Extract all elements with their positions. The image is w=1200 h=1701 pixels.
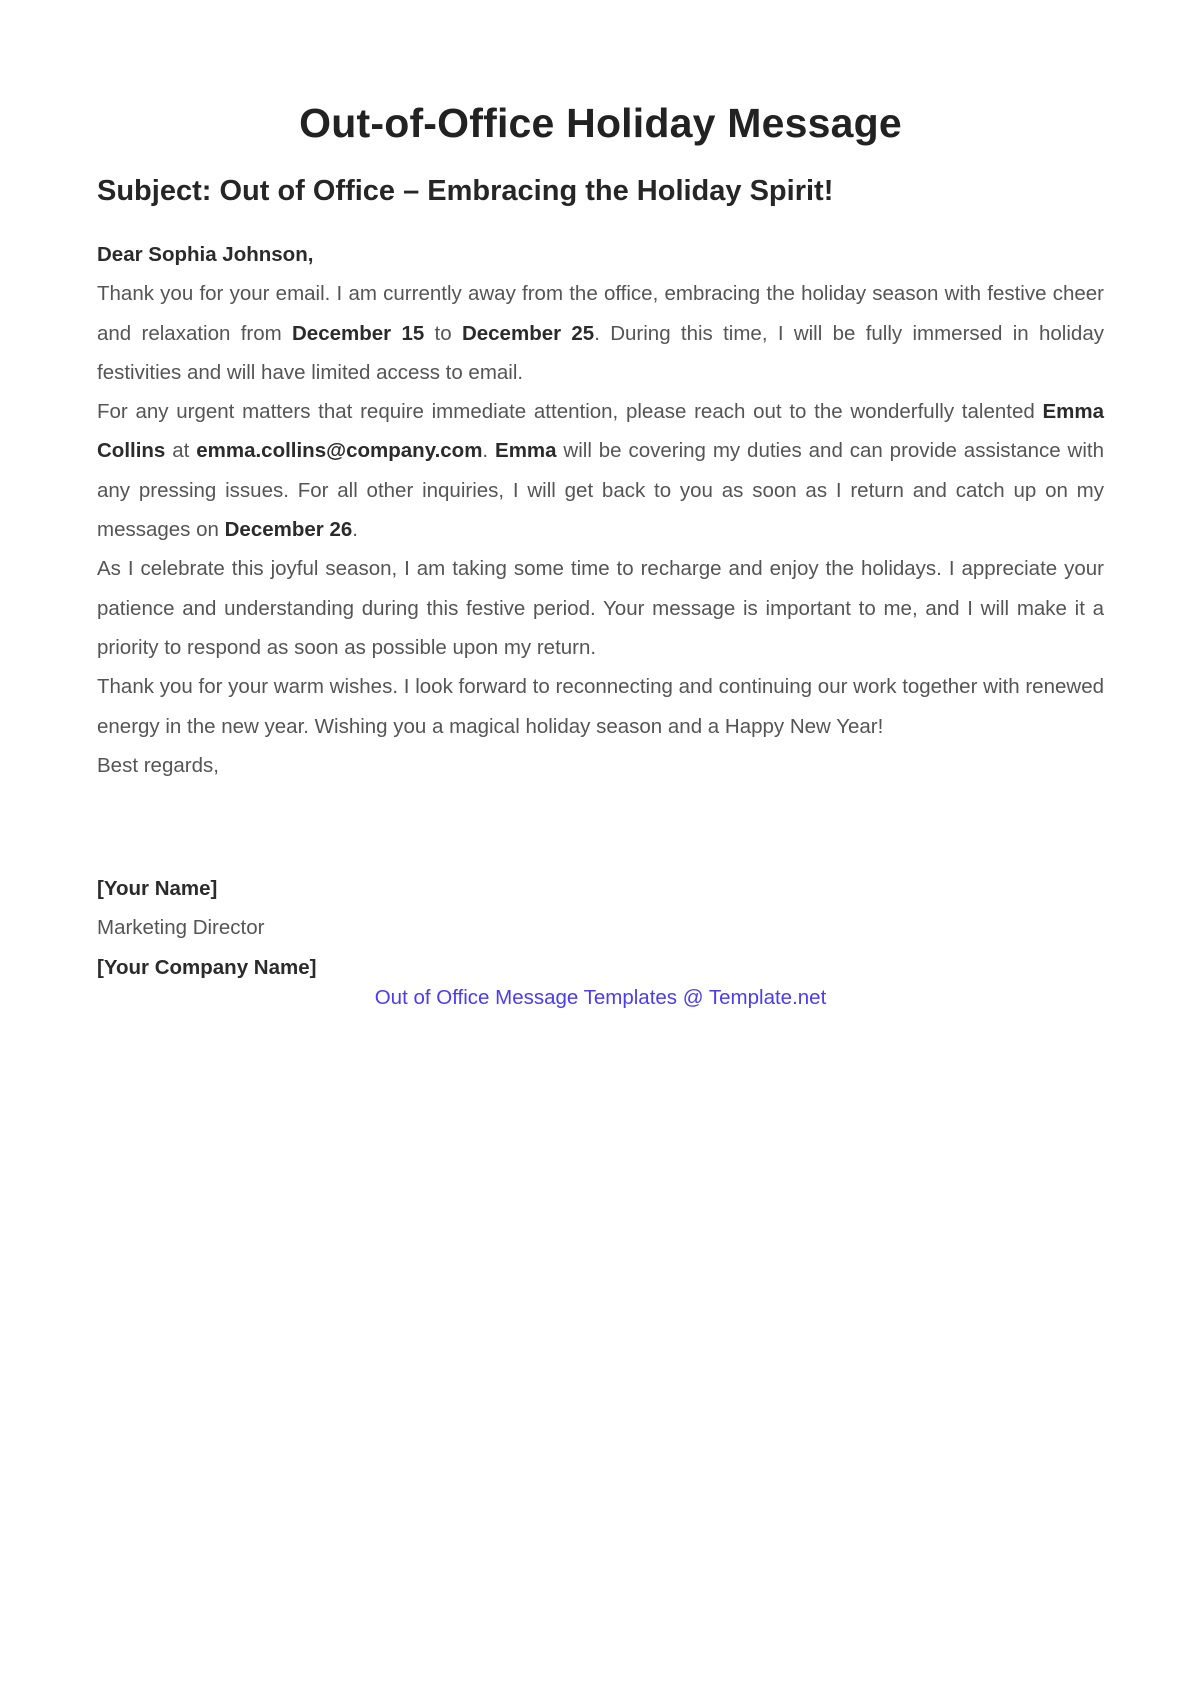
text: . During this time, I will be fully immersed in holiday festivities and will have limited access to email. (97, 321, 1104, 384)
message-body (97, 235, 1104, 785)
closing: Best regards, (97, 753, 219, 777)
text: to (424, 321, 462, 345)
start-date: December 15 (292, 321, 425, 345)
signature-block (97, 869, 316, 987)
end-date: December 25 (461, 321, 595, 345)
footer-separator: @ (677, 986, 709, 1009)
text: . (352, 518, 358, 542)
greeting: Dear Sophia Johnson, (97, 243, 314, 266)
footer (97, 986, 1104, 1010)
return-date: December 26 (224, 518, 353, 542)
text: . (482, 439, 496, 463)
contact-first-name: Emma (495, 439, 557, 463)
text: at (165, 439, 197, 463)
email-subject: Subject: Out of Office – Embracing the Holiday Spirit! (97, 175, 834, 207)
document-title: Out-of-Office Holiday Message (299, 100, 902, 146)
paragraph-2 (97, 392, 1104, 549)
signature-role: Marketing Director (97, 916, 265, 940)
template-net-link[interactable]: Template.net (708, 986, 827, 1009)
signature-company: [Your Company Name] (97, 955, 317, 979)
text: Thank you for your email. I am currently away from the office, embracing the holiday season with festive cheer and relaxation from (97, 282, 1104, 345)
paragraph-3: As I celebrate this joyful season, I am taking some time to recharge and enjoy the holidays. I appreciate your patience and understanding during this festive period. Your message is important to me, and I will make it a priority to respond as soon as possible upon my return. (97, 557, 1104, 659)
paragraph-4: Thank you for your warm wishes. I look forward to reconnecting and continuing our work together with renewed energy in the new year. Wishing you a magical holiday season and a Happy New Year! (97, 675, 1104, 738)
contact-name: Emma Collins (97, 400, 1104, 463)
signature-name: [Your Name] (97, 877, 218, 900)
paragraph-1 (97, 274, 1104, 392)
templates-link[interactable]: Out of Office Message Templates (374, 986, 678, 1009)
text: will be covering my duties and can provide assistance with any pressing issues. For all other inquiries, I will get back to you as soon as I return and catch up on my messages on (97, 439, 1104, 542)
contact-email: emma.collins@company.com (196, 439, 483, 463)
text: For any urgent matters that require immediate attention, please reach out to the wonderfully talented (97, 400, 1043, 424)
